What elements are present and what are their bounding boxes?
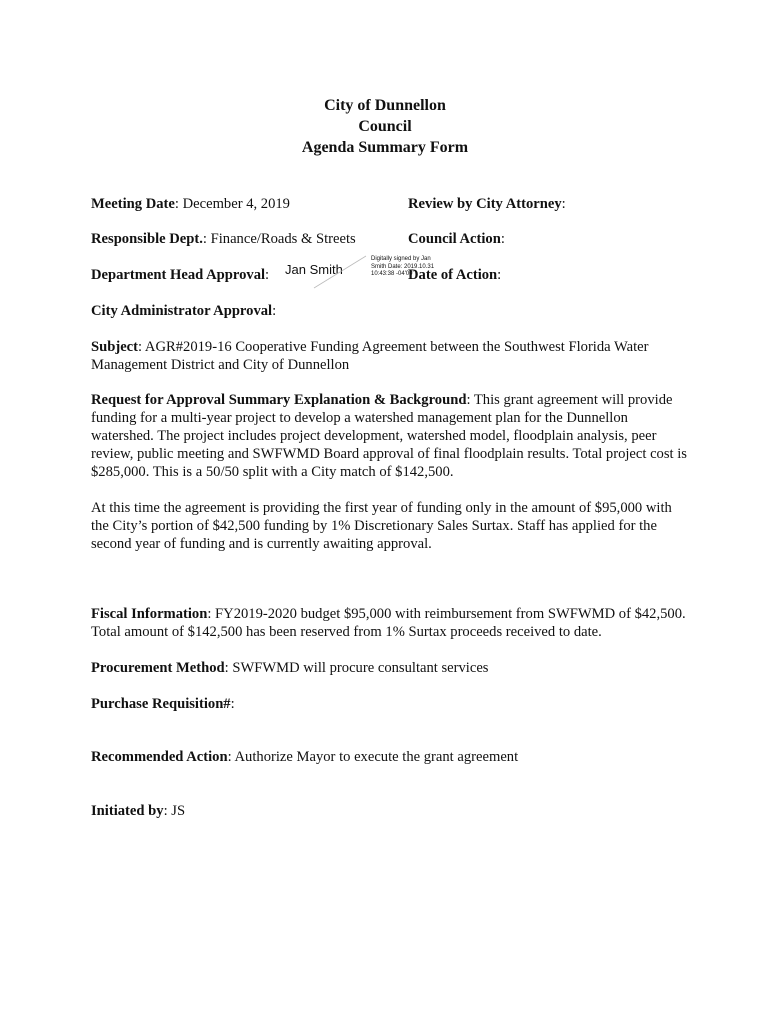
subject-label: Subject xyxy=(91,339,139,355)
city-administrator-approval-field xyxy=(91,302,276,320)
city-admin-label: City Administrator Approval xyxy=(91,303,273,319)
review-value: : xyxy=(561,196,566,212)
request-paragraph xyxy=(91,391,691,481)
meeting-date-field xyxy=(91,195,290,213)
council-action-field xyxy=(408,230,505,248)
fiscal-text: : FY2019-2020 budget $95,000 with reimbursement from SWFWMD of $42,500. Total amount of $142,500 has been reserved from 1% Surtax proceeds received to date. xyxy=(91,606,686,640)
review-by-city-attorney-field xyxy=(408,195,566,213)
procurement-method-field xyxy=(91,659,488,677)
form-title: Agenda Summary Form xyxy=(301,139,469,156)
department-head-approval-field xyxy=(91,266,269,284)
subject-paragraph xyxy=(91,338,691,374)
date-action-value: : xyxy=(497,267,502,283)
request-label: Request for Approval Summary Explanation & Background xyxy=(91,392,467,408)
dept-head-label: Department Head Approval xyxy=(91,267,266,283)
dept-value: : Finance/Roads & Streets xyxy=(202,231,356,247)
initiated-text: : JS xyxy=(163,803,186,819)
council-action-label: Council Action xyxy=(408,231,501,247)
review-label: Review by City Attorney xyxy=(408,196,562,212)
subject-text: : AGR#2019-16 Cooperative Funding Agreement between the Southwest Florida Water Management District and City of Dunnellon xyxy=(91,339,649,373)
recommended-action-field xyxy=(91,748,518,766)
council-action-value: : xyxy=(500,231,505,247)
meeting-date-label: Meeting Date xyxy=(91,196,175,212)
purchase-text: : xyxy=(230,696,235,712)
initiated-label: Initiated by xyxy=(91,803,164,819)
dept-label: Responsible Dept. xyxy=(91,231,203,247)
city-admin-value: : xyxy=(272,303,277,319)
request-text: : This grant agreement will provide funding for a multi-year project to develop a watershed management plan for the Dunnellon watershed. The project includes project development, watershed model, floodplain analysis, peer review, public meeting and SWFWMD Board approval of final floodplain results. Total project cost is $285,000. This is a 50/50 split with a City match of $142,500. xyxy=(91,392,687,480)
procurement-text: : SWFWMD will procure consultant services xyxy=(224,660,489,676)
meeting-date-value: : December 4, 2019 xyxy=(174,196,290,212)
purchase-requisition-field xyxy=(91,695,235,713)
fiscal-information-paragraph xyxy=(91,605,691,641)
agreement-paragraph: At this time the agreement is providing the first year of funding only in the amount of $95,000 with the City’s portion of $42,500 funding by 1% Discretionary Sales Surtax. Staff has applied for the second year of funding and is currently awaiting approval. xyxy=(91,500,672,552)
signature-details: Digitally signed by Jan Smith Date: 2019.10.31 10:43:38 -04'00' xyxy=(371,256,435,277)
fiscal-label: Fiscal Information xyxy=(91,606,208,622)
purchase-label: Purchase Requisition# xyxy=(91,696,231,712)
city-title: City of Dunnellon xyxy=(324,97,446,114)
signature-stroke-icon xyxy=(308,254,368,290)
procurement-label: Procurement Method xyxy=(91,660,225,676)
recommended-text: : Authorize Mayor to execute the grant agreement xyxy=(227,749,519,765)
date-action-label: Date of Action xyxy=(408,267,498,283)
signature-name: Jan Smith xyxy=(285,262,343,277)
council-title: Council xyxy=(358,118,412,135)
dept-head-value: : xyxy=(265,267,270,283)
recommended-label: Recommended Action xyxy=(91,749,228,765)
initiated-by-field xyxy=(91,802,185,820)
date-of-action-field xyxy=(408,266,501,284)
responsible-dept-field xyxy=(91,230,356,248)
